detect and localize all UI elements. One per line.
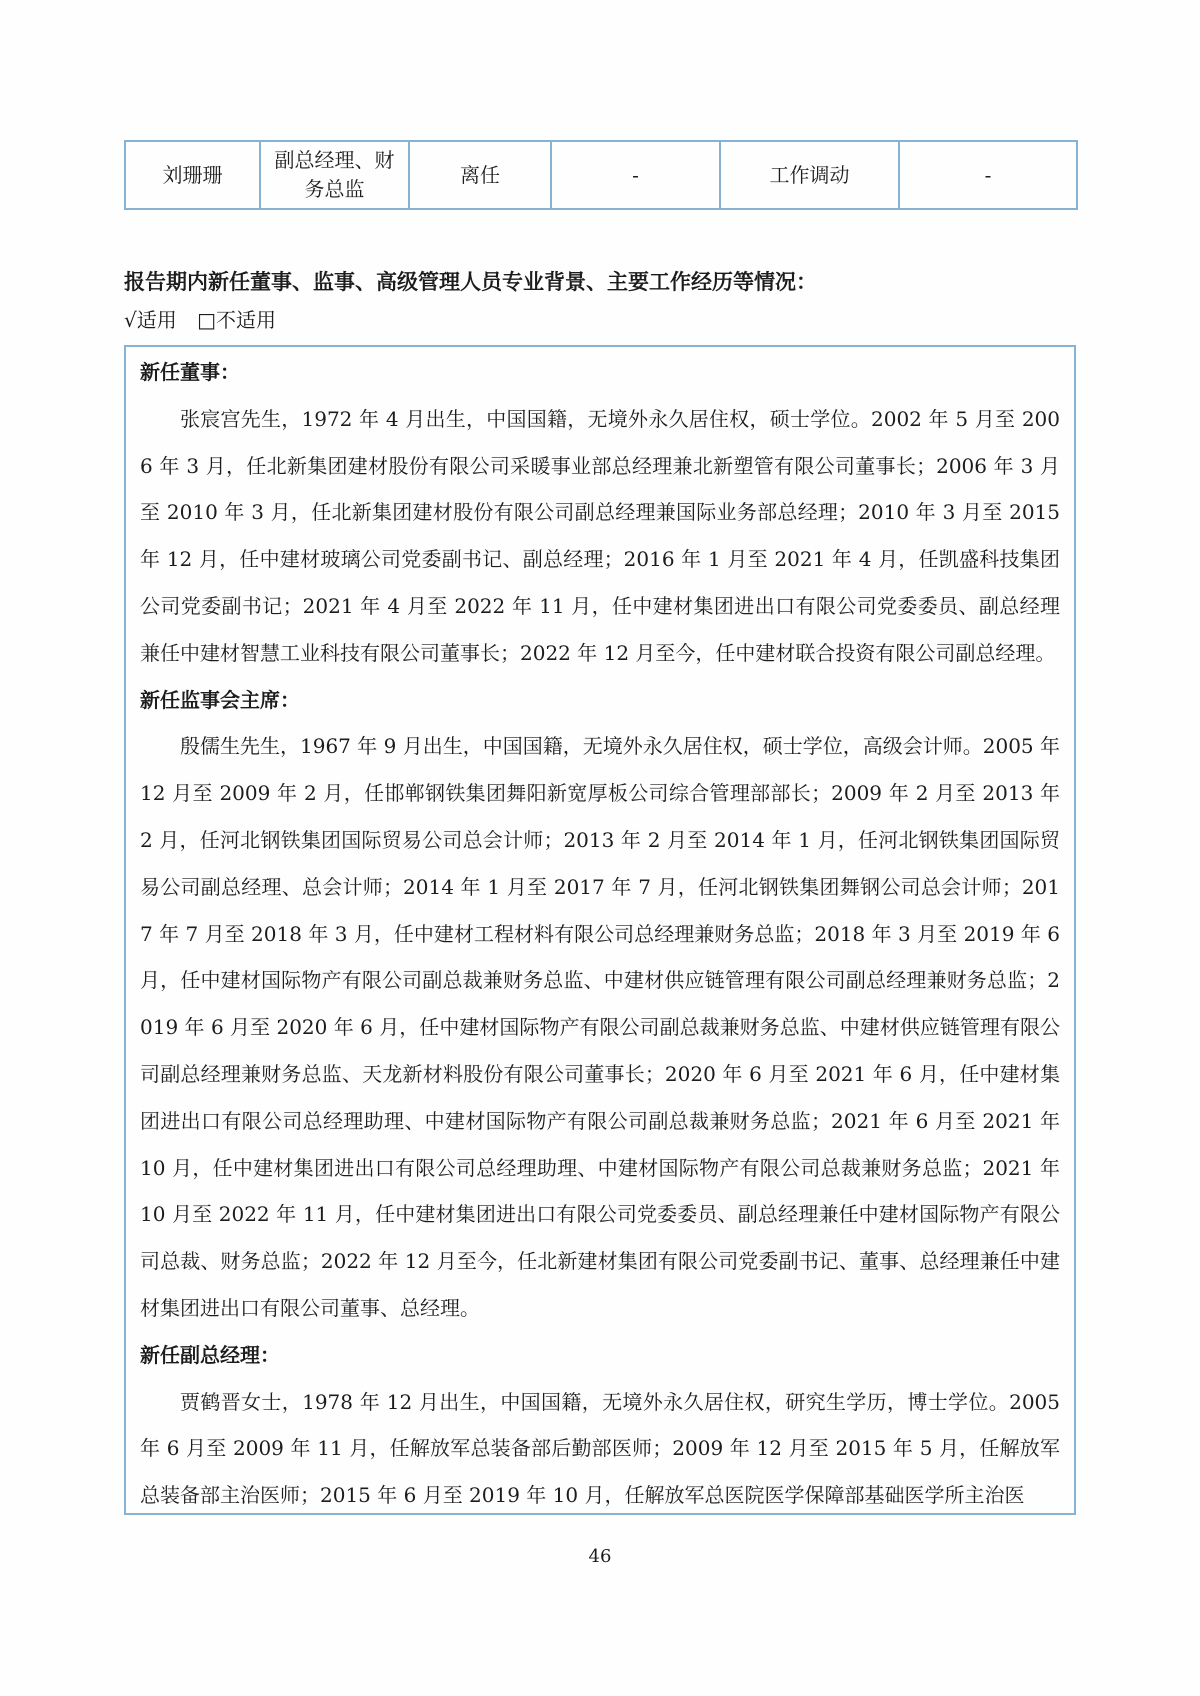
paragraph-new-supervisory-chairman: 殷儒生先生，1967 年 9 月出生，中国国籍，无境外永久居住权，硕士学位，高级会计师。2005 年 12 月至 2009 年 2 月，任邯郸钢铁集团舞阳新宽厚板公司综合管理部部长；2009 年 2 月至 2013 年 2 月，任河北钢铁集团国际贸易公司总会计师；2013 年 2 月至 2014 年 1 月，任河北钢铁集团国际贸易公司副总经理、总会计师；2014 年 1 月至 2017 年 7 月，任河北钢铁集团舞钢公司总会计师；2017 年 7 月至 2018 年 3 月，任中建材工程材料有限公司总经理兼财务总监；2018 年 3 月至 2019 年 6 月，任中建材国际物产有限公司副总裁兼财务总监、中建材供应链管理有限公司副总经理兼财务总监；2019 年 6 月至 2020 年 6 月，任中建材国际物产有限公司副总裁兼财务总监、中建材供应链管理有限公司副总经理兼财务总监、天龙新材料股份有限公司董事长；2020 年 6 月至 2021 年 6 月，任中建材集团进出口有限公司总经理助理、中建材国际物产有限公司副总裁兼财务总监；2021 年 6 月至 2021 年 10 月，任中建材集团进出口有限公司总经理助理、中建材国际物产有限公司总裁兼财务总监；2021 年 10 月至 2022 年 11 月，任中建材集团进出口有限公司党委委员、副总经理兼任中建材国际物产有限公司总裁、财务总监；2022 年 12 月至今，任北新建材集团有限公司党委副书记、董事、总经理兼任中建材集团进出口有限公司董事、总经理。 <box>140 734 1060 1320</box>
cell-dash-2: - <box>899 141 1077 209</box>
table-row <box>125 141 1077 209</box>
paragraph-new-vice-president: 贾鹤晋女士，1978 年 12 月出生，中国国籍，无境外永久居住权，研究生学历，博士学位。2005 年 6 月至 2009 年 11 月，任解放军总装备部后勤部医师；2009 年 12 月至 2015 年 5 月，任解放军总装备部主治医师；2015 年 6 月至 2019 年 10 月，任解放军总医院医学保障部基础医学所主治医 <box>140 1389 1060 1508</box>
applicable-option: √适用 <box>124 308 177 332</box>
section-heading: 报告期内新任董事、监事、高级管理人员专业背景、主要工作经历等情况： <box>124 270 817 294</box>
cell-dash-1: - <box>551 141 720 209</box>
subheading-new-director: 新任董事： <box>140 360 240 384</box>
cell-change-type: 离任 <box>409 141 551 209</box>
profiles-box <box>124 345 1076 1515</box>
cell-position: 副总经理、财务总监 <box>260 141 409 209</box>
applicability-line <box>124 306 1076 334</box>
cell-name: 刘珊珊 <box>125 141 260 209</box>
cell-reason: 工作调动 <box>720 141 899 209</box>
subheading-new-supervisory-chairman: 新任监事会主席： <box>140 687 300 712</box>
subheading-new-vice-president: 新任副总经理： <box>140 1342 280 1367</box>
not-applicable-option: □不适用 <box>197 308 277 332</box>
paragraph-new-director: 张宸宫先生，1972 年 4 月出生，中国国籍，无境外永久居住权，硕士学位。2002 年 5 月至 2006 年 3 月，任北新集团建材股份有限公司采暖事业部总经理兼北新塑管有限公司董事长；2006 年 3 月至 2010 年 3 月，任北新集团建材股份有限公司副总经理兼国际业务部总经理；2010 年 3 月至 2015 年 12 月，任中建材玻璃公司党委副书记、副总经理；2016 年 1 月至 2021 年 4 月，任凯盛科技集团公司党委副书记；2021 年 4 月至 2022 年 11 月，任中建材集团进出口有限公司党委委员、副总经理兼任中建材智慧工业科技有限公司董事长；2022 年 12 月至今，任中建材联合投资有限公司副总经理。 <box>140 406 1060 665</box>
page-number: 46 <box>588 1546 612 1567</box>
personnel-change-table <box>124 140 1078 210</box>
